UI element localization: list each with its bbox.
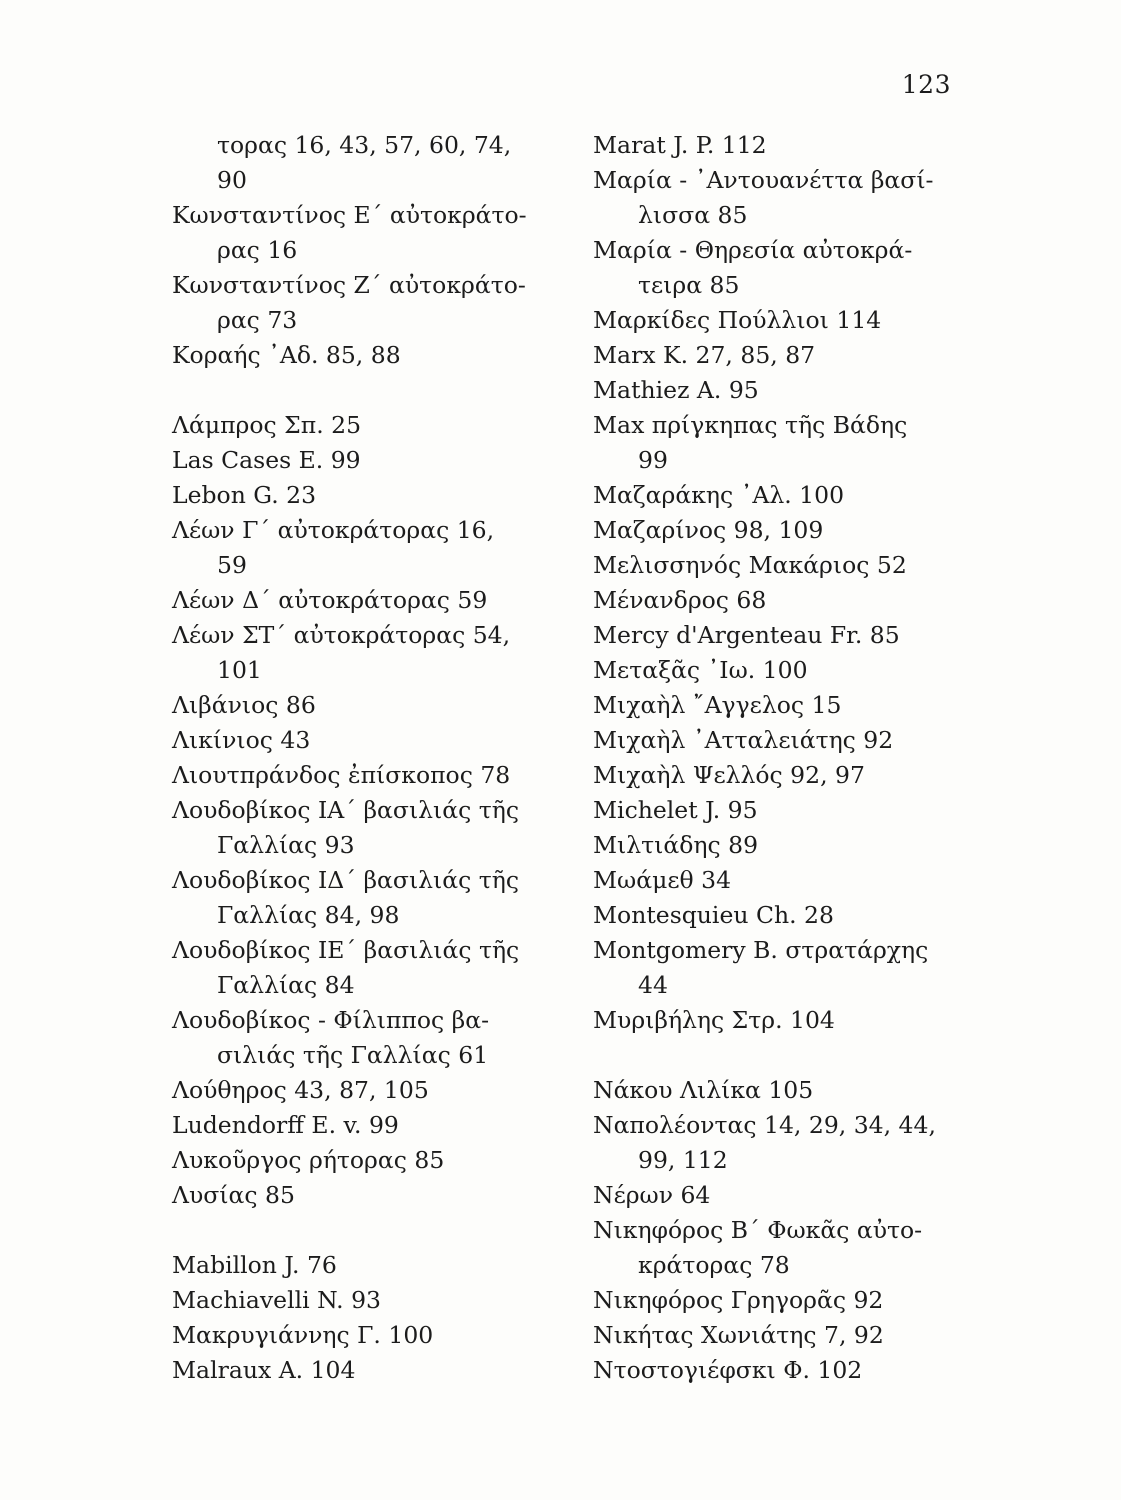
index-entry: Μιλτιάδης 89: [593, 831, 759, 859]
index-entry: Ντοστογιέφσκι Φ. 102: [593, 1356, 863, 1384]
index-column-left: [172, 128, 552, 1388]
index-entry: Λουδοβίκος ΙΕ΄ βασιλιάς τῆς: [172, 936, 520, 964]
index-entry: Λάμπρος Σπ. 25: [172, 411, 362, 439]
index-entry: Μαρία - ᾿Αντουανέττα βασί-: [593, 166, 934, 194]
index-entry-continuation: 90: [217, 166, 247, 194]
index-entry: Μαζαρίνος 98, 109: [593, 516, 824, 544]
index-entry: Machiavelli N. 93: [172, 1286, 381, 1314]
index-column-right: [593, 128, 963, 1388]
index-entry: Λουδοβίκος - Φίλιππος βα-: [172, 1006, 490, 1034]
index-entry: Μιχαὴλ Ψελλός 92, 97: [593, 761, 865, 789]
index-entry: Λέων Γ΄ αὐτοκράτορας 16,: [172, 516, 495, 544]
index-entry: Μωάμεθ 34: [593, 866, 732, 894]
index-entry: Νέρων 64: [593, 1181, 711, 1209]
index-entry: Mathiez A. 95: [593, 376, 759, 404]
index-entry: Las Cases E. 99: [172, 446, 361, 474]
index-entry-continuation: 101: [217, 656, 262, 684]
index-entry: Μιχαὴλ ῎Αγγελος 15: [593, 691, 842, 719]
index-entry-continuation: Γαλλίας 84, 98: [217, 901, 400, 929]
index-entry: Michelet J. 95: [593, 796, 758, 824]
page-number: 123: [901, 70, 951, 99]
letter-section-gap: [172, 373, 552, 408]
index-entry: Montesquieu Ch. 28: [593, 901, 834, 929]
index-entry: Μαζαράκης ᾿Αλ. 100: [593, 481, 845, 509]
index-entry: Ναπολέοντας 14, 29, 34, 44,: [593, 1111, 936, 1139]
index-entry-continuation: κράτορας 78: [638, 1251, 790, 1279]
index-entry: Νικήτας Χωνιάτης 7, 92: [593, 1321, 884, 1349]
index-entry-continuation: 44: [638, 971, 668, 999]
index-entry: Λέων ΣΤ΄ αὐτοκράτορας 54,: [172, 621, 511, 649]
index-entry-continuation: σιλιάς τῆς Γαλλίας 61: [217, 1041, 489, 1069]
index-entry: Malraux A. 104: [172, 1356, 356, 1384]
index-entry: Λυκοῦργος ρήτορας 85: [172, 1146, 445, 1174]
index-entry: Ludendorff E. v. 99: [172, 1111, 399, 1139]
index-entry: Μεταξᾶς ᾿Ιω. 100: [593, 656, 808, 684]
index-entry: Max πρίγκηπας τῆς Βάδης: [593, 411, 908, 439]
index-entry: Μακρυγιάννης Γ. 100: [172, 1321, 434, 1349]
index-entry: Κοραής ᾿Αδ. 85, 88: [172, 341, 401, 369]
index-entry: Νικηφόρος Β΄ Φωκᾶς αὐτο-: [593, 1216, 923, 1244]
index-entry-continuation: τειρα 85: [638, 271, 740, 299]
index-entry: Μαρία - Θηρεσία αὐτοκρά-: [593, 236, 913, 264]
index-entry: Μελισσηνός Μακάριος 52: [593, 551, 907, 579]
index-entry-continuation: ρας 73: [217, 306, 298, 334]
index-entry: Λυσίας 85: [172, 1181, 295, 1209]
index-entry: Νικηφόρος Γρηγορᾶς 92: [593, 1286, 884, 1314]
index-entry-continuation: 99, 112: [638, 1146, 728, 1174]
index-entry: Μαρκίδες Πούλλιοι 114: [593, 306, 882, 334]
index-entry: Λιβάνιος 86: [172, 691, 316, 719]
index-entry: Marx K. 27, 85, 87: [593, 341, 816, 369]
index-entry-continuation: τορας 16, 43, 57, 60, 74,: [217, 131, 512, 159]
index-entry: Νάκου Λιλίκα 105: [593, 1076, 814, 1104]
index-entry: Κωνσταντίνος Ζ΄ αὐτοκράτο-: [172, 271, 526, 299]
index-entry: Κωνσταντίνος Ε΄ αὐτοκράτο-: [172, 201, 527, 229]
index-entry: Λιουτπράνδος ἐπίσκοπος 78: [172, 761, 511, 789]
index-entry-continuation: Γαλλίας 84: [217, 971, 355, 999]
index-entry-continuation: Γαλλίας 93: [217, 831, 355, 859]
index-entry: Λουδοβίκος ΙΔ΄ βασιλιάς τῆς: [172, 866, 520, 894]
index-entry: Marat J. P. 112: [593, 131, 767, 159]
index-entry: Λουδοβίκος ΙΑ΄ βασιλιάς τῆς: [172, 796, 520, 824]
index-entry-continuation: λισσα 85: [638, 201, 748, 229]
index-entry-continuation: 59: [217, 551, 247, 579]
index-entry: Μένανδρος 68: [593, 586, 767, 614]
index-entry: Mercy d'Argenteau Fr. 85: [593, 621, 900, 649]
index-entry-continuation: 99: [638, 446, 668, 474]
index-entry: Μιχαὴλ ᾿Ατταλειάτης 92: [593, 726, 894, 754]
index-entry-continuation: ρας 16: [217, 236, 298, 264]
letter-section-gap: [593, 1038, 963, 1073]
index-entry: Montgomery B. στρατάρχης: [593, 936, 929, 964]
index-entry: Lebon G. 23: [172, 481, 317, 509]
letter-section-gap: [172, 1213, 552, 1248]
index-entry: Μυριβήλης Στρ. 104: [593, 1006, 835, 1034]
index-entry: Λούθηρος 43, 87, 105: [172, 1076, 429, 1104]
index-entry: Λικίνιος 43: [172, 726, 311, 754]
index-entry: Λέων Δ΄ αὐτοκράτορας 59: [172, 586, 488, 614]
index-entry: Mabillon J. 76: [172, 1251, 337, 1279]
